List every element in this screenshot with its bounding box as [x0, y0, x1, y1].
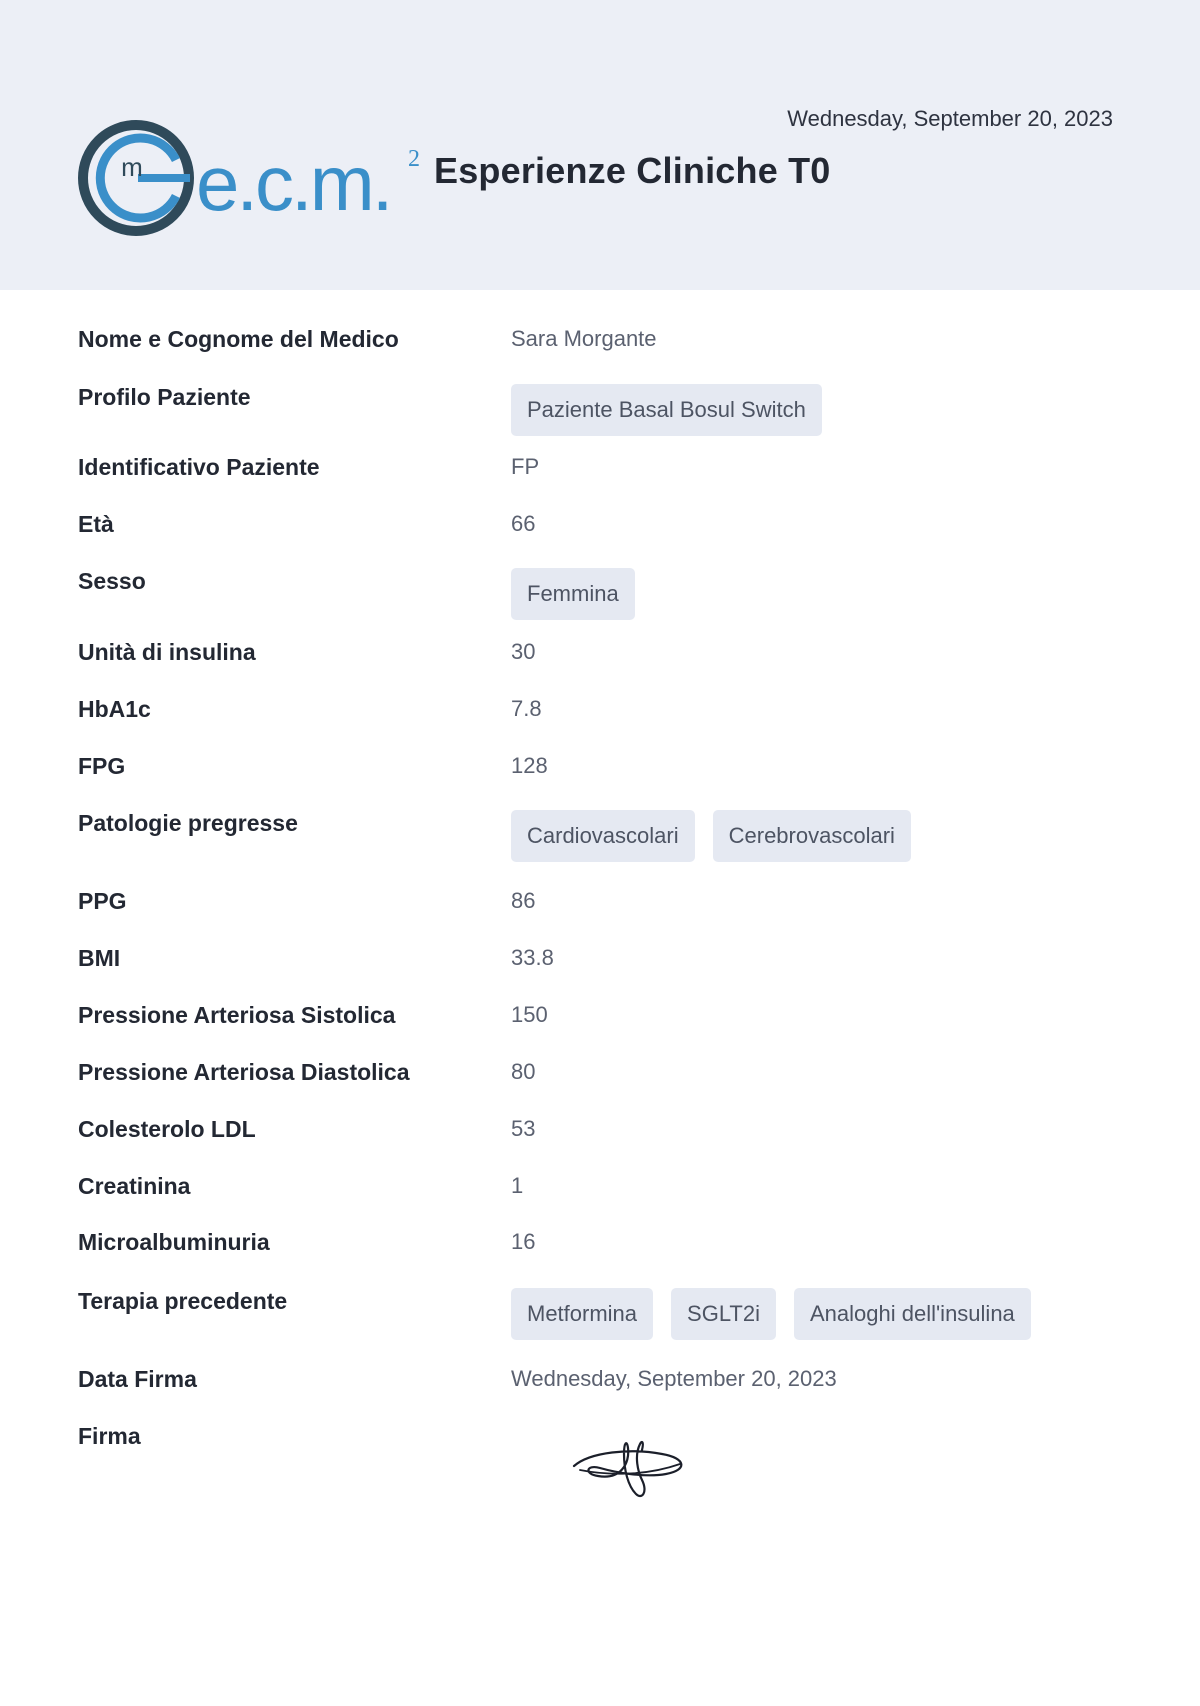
field-value: 66 — [511, 511, 536, 536]
tag: Paziente Basal Bosul Switch — [511, 384, 822, 436]
logo-inner-letter: m — [121, 152, 143, 182]
field-label: Firma — [78, 1423, 141, 1449]
logo-superscript: 2 — [408, 146, 420, 172]
field-value: 1 — [511, 1173, 524, 1198]
field-label: Pressione Arteriosa Sistolica — [78, 1002, 396, 1028]
field-label: HbA1c — [78, 696, 151, 722]
field-label: Microalbuminuria — [78, 1229, 270, 1255]
field-label: FPG — [78, 753, 126, 779]
tag-group — [511, 1288, 1031, 1340]
logo-wordmark: e.c.m. — [196, 139, 391, 227]
field-label: Identificativo Paziente — [78, 454, 320, 480]
signature-image — [570, 1434, 690, 1502]
tag: Cardiovascolari — [511, 810, 695, 862]
header-date: Wednesday, September 20, 2023 — [787, 106, 1113, 131]
field-label: Colesterolo LDL — [78, 1116, 256, 1142]
field-label: Pressione Arteriosa Diastolica — [78, 1059, 410, 1085]
field-label: Età — [78, 511, 114, 537]
field-value: FP — [511, 454, 540, 479]
field-label: PPG — [78, 888, 127, 914]
tag-group — [511, 568, 635, 620]
field-value: Sara Morgante — [511, 326, 657, 351]
header-band — [0, 0, 1200, 290]
tag: Cerebrovascolari — [713, 810, 911, 862]
field-value: 150 — [511, 1002, 548, 1027]
field-value: 16 — [511, 1229, 536, 1254]
field-label: Sesso — [78, 568, 146, 594]
field-value: 33.8 — [511, 945, 554, 970]
field-label: Nome e Cognome del Medico — [78, 326, 399, 352]
field-value: 53 — [511, 1116, 536, 1141]
field-label: Unità di insulina — [78, 639, 256, 665]
field-label: BMI — [78, 945, 121, 971]
tag: Metformina — [511, 1288, 653, 1340]
field-label: Terapia precedente — [78, 1288, 288, 1314]
tag: SGLT2i — [671, 1288, 776, 1340]
field-label: Profilo Paziente — [78, 384, 251, 410]
tag-group — [511, 384, 822, 436]
field-value: 80 — [511, 1059, 536, 1084]
field-label: Patologie pregresse — [78, 810, 298, 836]
field-value: 128 — [511, 753, 548, 778]
page-title: Esperienze Cliniche T0 — [434, 150, 831, 191]
tag-group — [511, 810, 911, 862]
tag: Femmina — [511, 568, 635, 620]
field-value: 30 — [511, 639, 536, 664]
field-value: 7.8 — [511, 696, 542, 721]
field-label: Creatinina — [78, 1173, 191, 1199]
field-value: 86 — [511, 888, 536, 913]
field-label: Data Firma — [78, 1366, 197, 1392]
field-value: Wednesday, September 20, 2023 — [511, 1366, 837, 1391]
ecm-logo — [76, 118, 426, 248]
tag: Analoghi dell'insulina — [794, 1288, 1031, 1340]
